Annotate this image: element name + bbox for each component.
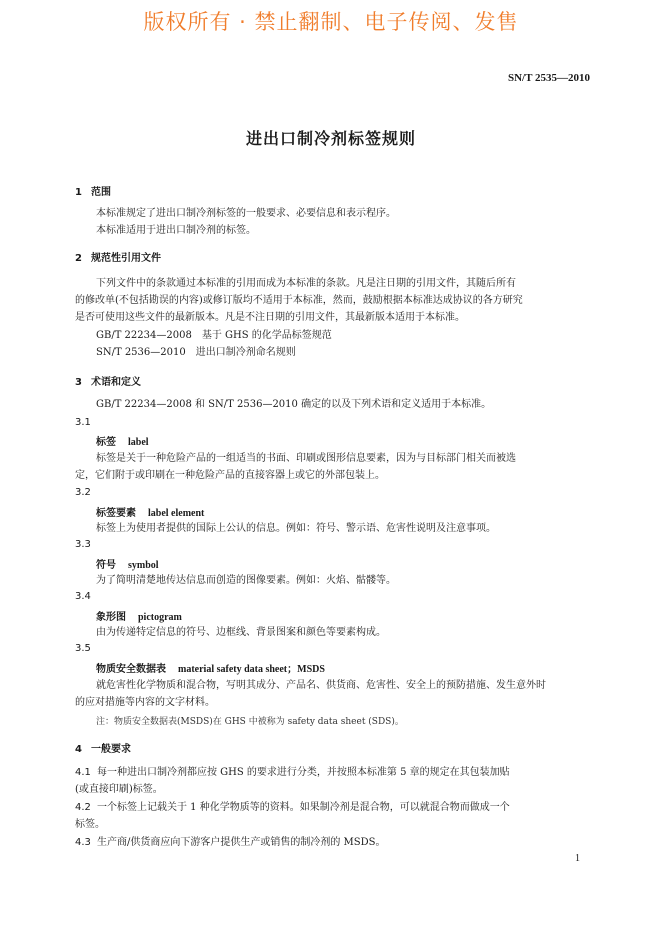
term-note: 注：物质安全数据表(MSDS)在 GHS 中被称为 safety data sheet (SDS)。	[96, 717, 404, 727]
section-3-intro: GB/T 22234—2008 和 SN/T 2536—2010 确定的以及下列术语和定义适用于本标准。	[96, 399, 492, 410]
clause-number: 3.3	[75, 539, 91, 550]
term-definition: 标签上为使用者提供的国际上公认的信息。例如：符号、警示语、危害性说明及注意事项。	[96, 523, 496, 534]
term-definition: 就危害性化学物质和混合物，写明其成分、产品名、供货商、危害性、安全上的预防措施、发生意外时	[96, 680, 546, 691]
document-title: 进出口制冷剂标签规则	[245, 129, 416, 148]
section-2-line: 下列文件中的条款通过本标准的引用而成为本标准的条款。凡是注日期的引用文件，其随后所有	[96, 278, 516, 289]
standard-code: SN/T 2535—2010	[507, 72, 590, 84]
clause-number: 3.2	[75, 487, 91, 498]
term-3-3: 符号 symbol	[96, 560, 159, 571]
section-1-line: 本标准规定了进出口制冷剂标签的一般要求、必要信息和表示程序。	[96, 208, 396, 219]
section-2-heading: 2 规范性引用文件	[75, 253, 161, 264]
clause-number: 3.1	[75, 417, 91, 428]
section-2-line: 的修改单(不包括勘误的内容)或修订版均不适用于本标准，然而，鼓励根据本标准达成协议的各方研究	[75, 295, 523, 306]
clause-4-2: 4.2 一个标签上记载关于 1 种化学物质等的资料。如果制冷剂是混合物，可以就混合物而做成一个	[75, 802, 510, 813]
clause-number: 3.5	[75, 643, 91, 654]
term-3-4: 象形图 pictogram	[96, 612, 182, 623]
clause-number: 3.4	[75, 591, 91, 602]
clause-continuation: 标签。	[75, 819, 105, 830]
clause-4-3: 4.3 生产商/供货商应向下游客户提供生产或销售的制冷剂的 MSDS。	[75, 837, 386, 848]
term-3-2: 标签要素 label element	[96, 508, 205, 519]
section-3-heading: 3 术语和定义	[75, 377, 141, 388]
term-definition: 标签是关于一种危险产品的一组适当的书面、印刷或图形信息要素，因为与目标部门相关而被选	[96, 453, 516, 464]
page-number: 1	[575, 853, 580, 864]
term-definition: 的应对措施等内容的文字材料。	[75, 697, 215, 708]
clause-4-1: 4.1 每一种进出口制冷剂都应按 GHS 的要求进行分类，并按照本标准第 5 章的规定在其包装加贴	[75, 767, 510, 778]
section-1-line: 本标准适用于进出口制冷剂的标签。	[96, 225, 256, 236]
term-3-5: 物质安全数据表 material safety data sheet；MSDS	[96, 664, 325, 675]
term-3-1: 标签 label	[96, 437, 149, 448]
section-4-heading: 4 一般要求	[75, 744, 131, 755]
section-2-line: 是否可使用这些文件的最新版本。凡是不注日期的引用文件，其最新版本适用于本标准。	[75, 312, 465, 323]
section-1-heading: 1 范围	[75, 187, 111, 198]
copyright-banner: 版权所有 · 禁止翻制、电子传阅、发售	[143, 10, 519, 34]
term-definition: 由为传递特定信息的符号、边框线、背景图案和颜色等要素构成。	[96, 627, 386, 638]
normative-reference: GB/T 22234—2008 基于 GHS 的化学品标签规范	[96, 330, 332, 341]
term-definition: 定，它们附于或印刷在一种危险产品的直接容器上或它的外部包装上。	[75, 470, 385, 481]
normative-reference: SN/T 2536—2010 进出口制冷剂命名规则	[96, 347, 296, 358]
term-definition: 为了简明清楚地传达信息而创造的图像要素。例如：火焰、骷髅等。	[96, 575, 396, 586]
clause-continuation: (或直接印刷)标签。	[75, 784, 163, 795]
